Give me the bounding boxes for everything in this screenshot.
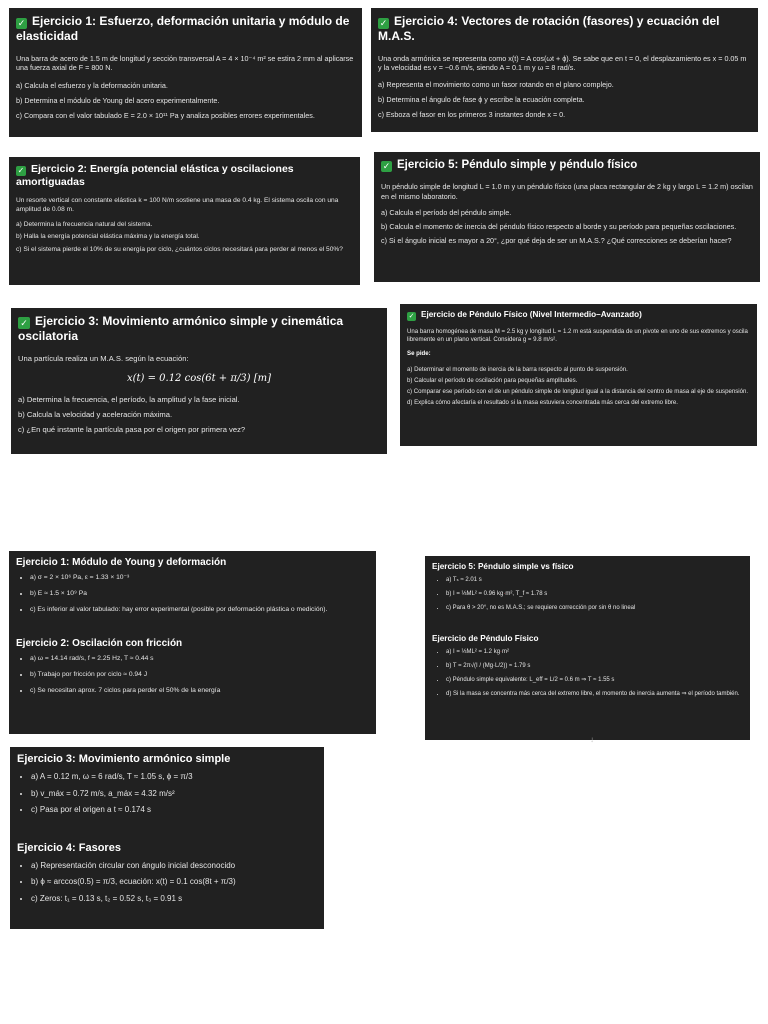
list-item: • c) Pasa por el origen a t ≈ 0.174 s bbox=[31, 805, 317, 815]
solution-1-list bbox=[16, 574, 369, 614]
exercise-3-card bbox=[11, 308, 387, 454]
check-icon: ✓ bbox=[408, 313, 415, 320]
list-item: • a) A = 0.12 m, ω = 6 rad/s, T ≈ 1.05 s, ϕ = π/3 bbox=[31, 772, 317, 782]
exercise-1-question-c: c) Compara con el valor tabulado E = 2.0 × 10¹¹ Pa y analiza posibles errores experimentales. bbox=[16, 110, 315, 120]
exercise-5-question-c: c) Si el ángulo inicial es mayor a 20°, ¿por qué deja de ser un M.A.S.? ¿Qué correcciones se deberían hacer? bbox=[381, 235, 732, 245]
list-item: • a) ω = 14.14 rad/s, f = 2.25 Hz, T ≈ 0.44 s bbox=[30, 655, 369, 664]
list-item: • c) Es inferior al valor tabulado: hay error experimental (posible por deformación plástica o medición). bbox=[30, 606, 369, 615]
exercise-3-question-b: b) Calcula la velocidad y aceleración máxima. bbox=[18, 410, 173, 420]
exercise-4-statement: Una onda armónica se representa como x(t) = A cos(ωt + ϕ). Se sabe que en t = 0, el desplazamiento es x = 0.05 m y la velocidad es v = −0.6 m/s, siendo A = 0.1 m y ω = 8 rad/s. bbox=[378, 53, 747, 73]
check-icon: ✓ bbox=[17, 18, 26, 28]
solution-1-title: Ejercicio 1: Módulo de Young y deformación bbox=[16, 557, 227, 568]
physical-pendulum-question-b: b) Calcular el período de oscilación para pequeñas amplitudes. bbox=[407, 376, 578, 384]
solution-3-title: Ejercicio 3: Movimiento armónico simple bbox=[17, 753, 231, 765]
solution-4-list bbox=[17, 861, 317, 904]
exercise-5-title: ✓ Ejercicio 5: Péndulo simple y péndulo físico bbox=[382, 159, 638, 171]
scroll-down-icon[interactable]: ↓ bbox=[590, 735, 594, 744]
exercise-2-question-b: b) Halla la energía potencial elástica máxima y la energía total. bbox=[16, 233, 200, 241]
exercise-1-title: ✓ Ejercicio 1: Esfuerzo, deformación unitaria y módulo de elasticidad bbox=[16, 14, 350, 43]
exercise-1-question-b: b) Determina el módulo de Young del acero experimentalmente. bbox=[16, 95, 220, 105]
physical-pendulum-subheading: Se pide: bbox=[407, 350, 431, 358]
solution-2-title: Ejercicio 2: Oscilación con fricción bbox=[16, 638, 183, 650]
exercise-5-statement: Un péndulo simple de longitud L = 1.0 m y un péndulo físico (una placa rectangular de 2 kg y largo L = 1.2 m) oscilan en el mismo laboratorio. bbox=[381, 182, 753, 201]
exercise-3-formula: x(t) = 0.12 cos(6t + π/3) [m] bbox=[126, 372, 272, 384]
list-item: • c) Para θ > 20°, no es M.A.S.; se requiere corrección por sin θ no lineal bbox=[446, 605, 743, 613]
list-item: • a) Representación circular con ángulo inicial desconocido bbox=[31, 861, 317, 871]
solutions-1-2-card bbox=[9, 551, 376, 734]
list-item: • b) v_máx = 0.72 m/s, a_máx = 4.32 m/s² bbox=[31, 789, 317, 799]
exercise-4-title: ✓ Ejercicio 4: Vectores de rotación (fasores) y ecuación del M.A.S. bbox=[378, 14, 720, 43]
solution-5-title: Ejercicio 5: Péndulo simple vs físico bbox=[432, 562, 574, 571]
exercise-5-card bbox=[374, 152, 760, 282]
physical-pendulum-card bbox=[400, 304, 757, 446]
list-item: • a) I = ⅓ML² = 1.2 kg·m² bbox=[446, 649, 743, 657]
exercise-2-card bbox=[9, 157, 360, 285]
exercise-1-question-a: a) Calcula el esfuerzo y la deformación unitaria. bbox=[16, 81, 168, 91]
exercise-2-title: ✓ Ejercicio 2: Energía potencial elástica y oscilaciones amortiguadas bbox=[16, 163, 294, 188]
exercise-2-question-a: a) Determina la frecuencia natural del sistema. bbox=[16, 220, 153, 228]
exercise-2-statement: Un resorte vertical con constante elástica k = 100 N/m sostiene una masa de 0.4 kg. El sistema oscila con una amplitud de 0.08 m. bbox=[16, 196, 339, 213]
solution-pendulum-list bbox=[432, 649, 743, 698]
exercise-3-question-a: a) Determina la frecuencia, el período, la amplitud y la fase inicial. bbox=[18, 394, 240, 404]
list-item: • a) Tₛ ≈ 2.01 s bbox=[446, 577, 743, 585]
list-item: • c) Zeros: t₁ = 0.13 s, t₂ = 0.52 s, t₃ = 0.91 s bbox=[31, 894, 317, 904]
exercise-3-statement: Una partícula realiza un M.A.S. según la ecuación: bbox=[18, 353, 189, 363]
physical-pendulum-question-a: a) Determinar el momento de inercia de la barra respecto al punto de suspensión. bbox=[407, 365, 628, 373]
list-item: • b) ϕ ≈ arccos(0.5) = π/3, ecuación: x(t) = 0.1 cos(8t + π/3) bbox=[31, 877, 317, 887]
check-icon: ✓ bbox=[382, 161, 391, 171]
physical-pendulum-question-c: c) Comparar ese período con el de un péndulo simple de longitud igual a la distancia del centro de masa al eje de suspensión. bbox=[407, 388, 749, 396]
exercise-3-question-c: c) ¿En qué instante la partícula pasa por el origen por primera vez? bbox=[18, 425, 246, 435]
exercise-4-question-c: c) Esboza el fasor en los primeros 3 instantes donde x = 0. bbox=[378, 109, 566, 119]
solution-3-list bbox=[17, 772, 317, 815]
list-item: • b) E ≈ 1.5 × 10⁹ Pa bbox=[30, 590, 369, 599]
solution-2-list bbox=[16, 655, 369, 695]
solutions-5-pendulum-card bbox=[425, 556, 750, 740]
exercise-3-title: ✓ Ejercicio 3: Movimiento armónico simple y cinemática oscilatoria bbox=[18, 314, 344, 343]
exercise-1-statement: Una barra de acero de 1.5 m de longitud y sección transversal A = 4 × 10⁻⁴ m² se estira 2 mm al aplicarse una fuerza axial de F = 800 N. bbox=[16, 53, 354, 73]
check-icon: ✓ bbox=[379, 18, 388, 28]
list-item: • b) I = ⅓ML² = 0.96 kg·m², T_f ≈ 1.78 s bbox=[446, 591, 743, 599]
exercise-4-card bbox=[371, 8, 758, 132]
exercise-5-question-a: a) Calcula el período del péndulo simple. bbox=[381, 208, 512, 218]
list-item: • c) Se necesitan aprox. 7 ciclos para perder el 50% de la energía bbox=[30, 687, 369, 696]
exercise-1-card bbox=[9, 8, 362, 137]
list-item: • b) T = 2π√(I / (Mg·L/2)) ≈ 1.79 s bbox=[446, 663, 743, 671]
check-icon: ✓ bbox=[18, 317, 30, 329]
exercise-4-question-a: a) Representa el movimiento como un fasor rotando en el plano complejo. bbox=[378, 80, 614, 90]
physical-pendulum-statement: Una barra homogénea de masa M = 2.5 kg y longitud L = 1.2 m está suspendida de un pivote en uno de sus extremos y oscila libremente en un plano vertical. Considera g = 9.8 m/s². bbox=[407, 328, 748, 344]
list-item: • b) Trabajo por fricción por ciclo ≈ 0.94 J bbox=[30, 671, 369, 680]
solutions-3-4-card bbox=[10, 747, 324, 929]
list-item: • a) σ = 2 × 10⁶ Pa, ε = 1.33 × 10⁻³ bbox=[30, 574, 369, 583]
solution-4-title: Ejercicio 4: Fasores bbox=[17, 841, 121, 854]
physical-pendulum-title: ✓ Ejercicio de Péndulo Físico (Nivel Intermedio–Avanzado) bbox=[408, 310, 642, 320]
list-item: • d) Si la masa se concentra más cerca del extremo libre, el momento de inercia aumenta ⇒ el período también. bbox=[446, 691, 743, 699]
exercise-2-question-c: c) Si el sistema pierde el 10% de su energía por ciclo, ¿cuántos ciclos necesitará para perder al menos el 50%? bbox=[16, 246, 343, 254]
list-item: • c) Péndulo simple equivalente: L_eff = L/2 = 0.6 m ⇒ T ≈ 1.55 s bbox=[446, 677, 743, 685]
physical-pendulum-question-d: d) Explica cómo afectaría el resultado si la masa estuviera concentrada más cerca del extremo libre. bbox=[407, 399, 678, 407]
solution-pendulum-title: Ejercicio de Péndulo Físico bbox=[432, 634, 539, 644]
exercise-5-question-b: b) Calcula el momento de inercia del péndulo físico respecto al borde y su período para pequeñas oscilaciones. bbox=[381, 222, 737, 232]
exercise-4-question-b: b) Determina el ángulo de fase ϕ y escribe la ecuación completa. bbox=[378, 94, 585, 104]
solution-5-list bbox=[432, 577, 743, 612]
check-icon: ✓ bbox=[17, 166, 25, 175]
